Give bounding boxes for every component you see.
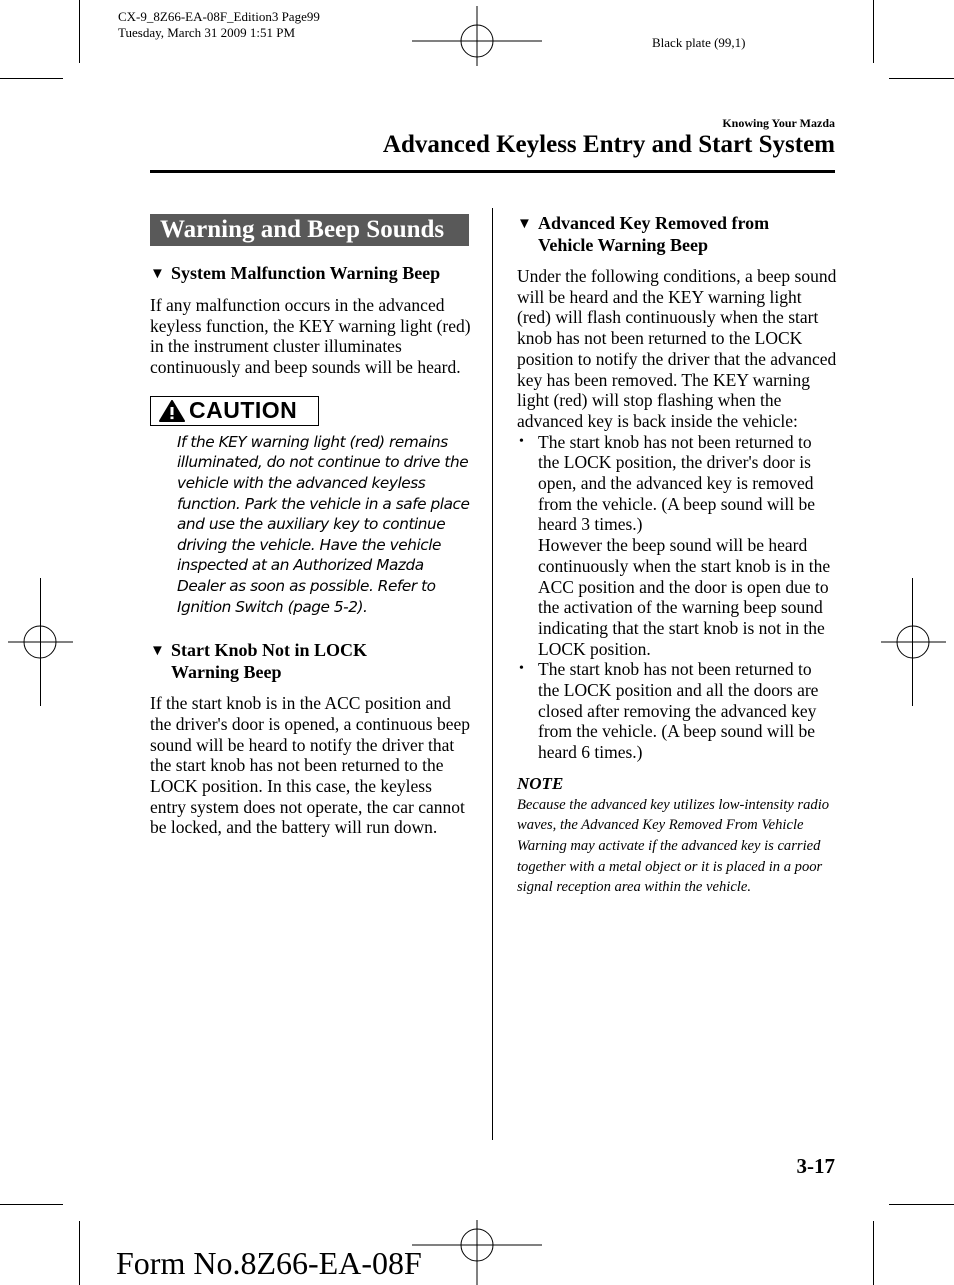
caution-text: If the KEY warning light (red) remains illuminated, do not continue to drive the vehicle with the advanced keyless function. Park the vehicle in a safe place and use the auxiliary key to continue driving the vehicle. Have the vehicle inspected at an Authorized Mazda Dealer as soon as possible. Refer to Ignition Switch (page 5-2). <box>177 432 470 616</box>
print-slug <box>118 9 320 41</box>
subheading-text: Start Knob Not in LOCK Warning Beep <box>171 640 368 683</box>
form-number: Form No.8Z66-EA-08F <box>116 1245 422 1281</box>
subheading-text: System Malfunction Warning Beep <box>171 263 441 283</box>
section-banner-text: Warning and Beep Sounds <box>150 214 469 246</box>
note-title: NOTE <box>517 773 564 793</box>
subheading-start-knob <box>150 639 472 683</box>
crop-mark <box>873 0 874 63</box>
crop-mark <box>0 78 63 79</box>
chapter-title: Advanced Keyless Entry and Start System <box>382 131 835 158</box>
paragraph: If any malfunction occurs in the advanced keyless function, the KEY warning light (red) in the instrument cluster illuminates continuously and beep sounds will be heard. <box>150 295 471 378</box>
list-item <box>517 432 837 660</box>
down-triangle-icon: ▼ <box>150 266 165 282</box>
crop-mark <box>79 0 80 63</box>
subheading-key-removed <box>517 212 837 256</box>
crop-mark <box>0 1204 63 1205</box>
left-column <box>150 214 472 838</box>
plate-label: Black plate (99,1) <box>652 35 746 50</box>
warning-triangle-icon <box>159 400 185 422</box>
down-triangle-icon: ▼ <box>517 216 532 232</box>
crop-mark <box>889 78 954 79</box>
section-name: Knowing Your Mazda <box>722 116 835 130</box>
caution-label: CAUTION <box>189 397 298 424</box>
crop-mark <box>79 1221 80 1285</box>
paragraph: If the start knob is in the ACC position and the driver's door is opened, a continuous beep sound will be heard to notify the driver that the start knob has not been returned to the LOCK position. In this case, the keyless entry system does not operate, the car cannot be locked, and the battery will run down. <box>150 693 471 838</box>
section-banner <box>150 214 469 246</box>
print-slug-line1: CX-9_8Z66-EA-08F_Edition3 Page99 <box>118 9 320 24</box>
list-item-text: The start knob has not been returned to the LOCK position, the driver's door is open, and the advanced key is removed from the vehicle. (A beep sound will be heard 3 times.) <box>538 431 816 535</box>
list-item <box>517 659 837 763</box>
page-number: 3-17 <box>796 1154 835 1178</box>
crop-mark <box>889 1204 954 1205</box>
right-column <box>517 212 837 898</box>
paragraph: Under the following conditions, a beep sound will be heard and the KEY warning light (red) will flash continuously when the start knob has not been returned to the LOCK position to notify the driver that the advanced key has been removed. The KEY warning light (red) will stop flashing when the advanced key is back inside the vehicle: <box>517 266 837 431</box>
registration-mark-bottom <box>412 1210 542 1285</box>
note-text: Because the advanced key utilizes low-intensity radio waves, the Advanced Key Removed From Vehicle Warning may activate if the advanced key is carried together with a metal object or it is placed in a poor signal reception area within the vehicle. <box>517 796 830 896</box>
print-slug-line2: Tuesday, March 31 2009 1:51 PM <box>118 25 296 40</box>
caution-box <box>150 396 319 426</box>
condition-list <box>517 432 837 763</box>
registration-mark-top <box>412 6 542 76</box>
list-item-extra: However the beep sound will be heard continuously when the start knob is in the ACC position and the door is open due to the activation of the warning beep sound indicating that the start knob is not in the LOCK position. <box>538 535 831 659</box>
header-rule <box>150 170 835 173</box>
column-divider <box>492 208 493 1140</box>
crop-mark <box>873 1221 874 1285</box>
subheading-malfunction <box>150 262 472 285</box>
subheading-text: Advanced Key Removed from Vehicle Warning Beep <box>538 213 770 255</box>
down-triangle-icon: ▼ <box>150 643 165 660</box>
list-item-text: The start knob has not been returned to the LOCK position and all the doors are closed after removing the advanced key from the vehicle. (A beep sound will be heard 6 times.) <box>538 659 819 763</box>
registration-mark-right <box>881 610 946 675</box>
registration-mark-left <box>8 610 73 675</box>
